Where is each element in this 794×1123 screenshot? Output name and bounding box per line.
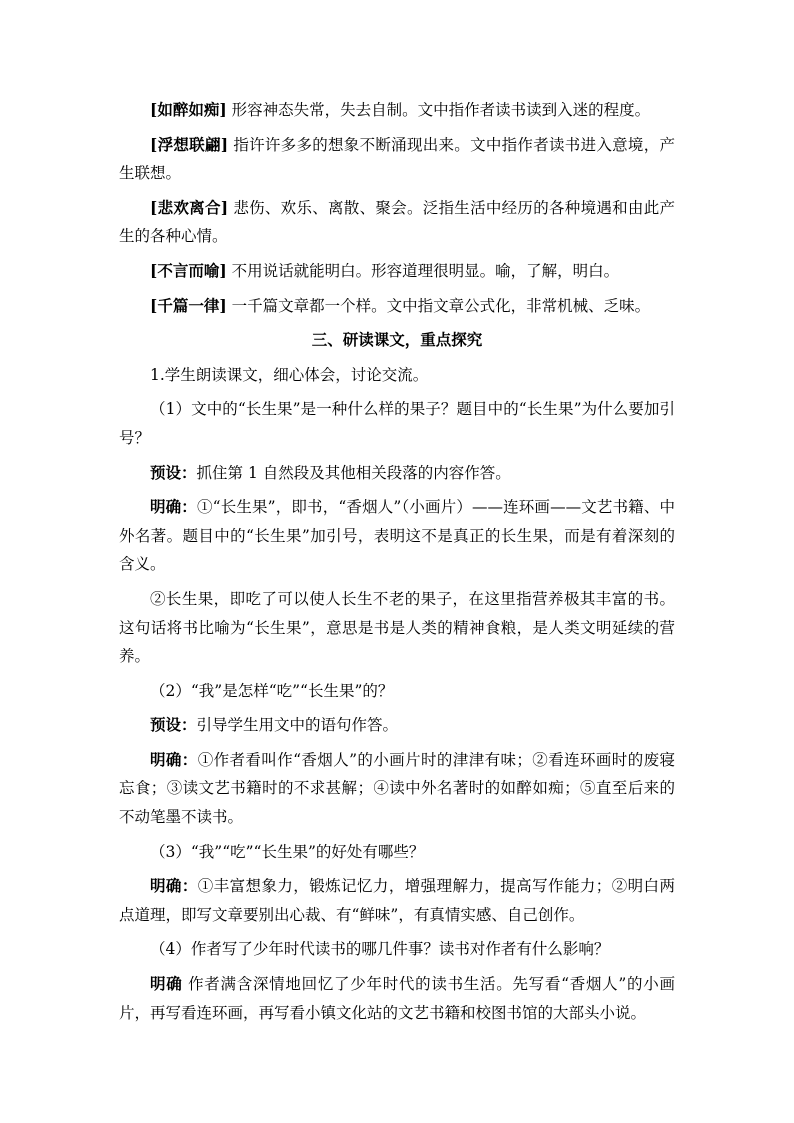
question-4: （4）作者写了少年时代读书的哪几件事？读书对作者有什么影响？ <box>150 940 610 959</box>
preset-2 <box>119 711 675 740</box>
answer-label: 明确： <box>150 876 198 896</box>
answer-4 <box>119 970 675 1027</box>
answer-text: ①作者看叫作“香烟人”的小画片时的津津有味；②看连环画时的废寝忘食；③读文艺书籍时的不求甚解；④读中外名著时的如醉如痴；⑤直至后来的不动笔墨不读书。 <box>119 750 675 827</box>
vocab-term: [不言而喻] <box>150 260 227 280</box>
answer-text: ①丰富想象力，锻炼记忆力，增强理解力，提高写作能力；②明白两点道理，即写文章要别出心裁、有“鲜味”，有真情实感、自己创作。 <box>119 877 675 924</box>
answer-text: 作者满含深情地回忆了少年时代的读书生活。先写看“香烟人”的小画片，再写看连环画，再写看小镇文化站的文艺书籍和校图书馆的大部头小说。 <box>119 975 675 1022</box>
question-3: （3）“我”“吃”“长生果”的好处有哪些？ <box>150 842 425 861</box>
vocab-entry <box>119 292 675 321</box>
vocab-entry <box>119 96 675 125</box>
answer-label: 明确 <box>150 974 183 994</box>
vocab-definition: 悲伤、欢乐、离散、聚会。泛指生活中经历的各种境遇和由此产生的各种心情。 <box>119 198 675 246</box>
preset-text: 抓住第 1 自然段及其他相关段落的内容作答。 <box>196 463 511 482</box>
vocab-entry <box>119 194 675 251</box>
vocab-entry <box>119 257 675 286</box>
preset-label: 预设： <box>150 715 197 735</box>
answer-1 <box>119 493 675 579</box>
answer-text: ①“长生果”，即书，“香烟人”（小画片）——连环画——文艺书籍、中外名著。题目中的“长生果”加引号，表明这不是真正的长生果，而是有着深刻的含义。 <box>119 498 675 574</box>
vocab-term: [如醉如痴] <box>150 100 227 119</box>
section-heading: 三、研读课文，重点探究 <box>311 330 483 350</box>
preset-text: 引导学生用文中的语句作答。 <box>196 716 399 735</box>
answer-2 <box>119 746 675 832</box>
instruction-paragraph: 1.学生朗读课文，细心体会，讨论交流。 <box>150 365 429 384</box>
vocab-term: [浮想联翩] <box>150 134 229 154</box>
vocab-term: [悲欢离合] <box>150 197 229 217</box>
answer-1-continued: ②长生果，即吃了可以使人长生不老的果子，在这里指营养极其丰富的书。这句话将书比喻为“长生果”，意思是书是人类的精神食粮，是人类文明延续的营养。 <box>119 589 675 666</box>
vocab-term: [千篇一律] <box>150 295 227 315</box>
vocab-definition: 形容神态失常，失去自制。文中指作者读书读到入迷的程度。 <box>231 101 651 119</box>
answer-label: 明确： <box>150 749 198 769</box>
vocab-entry <box>119 131 675 188</box>
preset-1 <box>119 459 675 488</box>
question-2: （2）“我”是怎样“吃”“长生果”的？ <box>150 681 394 700</box>
answer-3 <box>119 872 675 929</box>
document-page <box>119 96 675 1033</box>
vocab-definition: 一千篇文章都一个样。文中指文章公式化，非常机械、乏味。 <box>231 296 651 315</box>
answer-label: 明确： <box>150 497 197 517</box>
vocab-definition: 指许许多多的想象不断涌现出来。文中指作者读书进入意境，产生联想。 <box>119 135 675 183</box>
preset-label: 预设： <box>150 462 197 482</box>
question-1: （1）文中的“长生果”是一种什么样的果子？题目中的“长生果”为什么要加引号？ <box>119 400 675 447</box>
vocab-definition: 不用说话就能明白。形容道理很明显。喻，了解，明白。 <box>231 261 620 280</box>
